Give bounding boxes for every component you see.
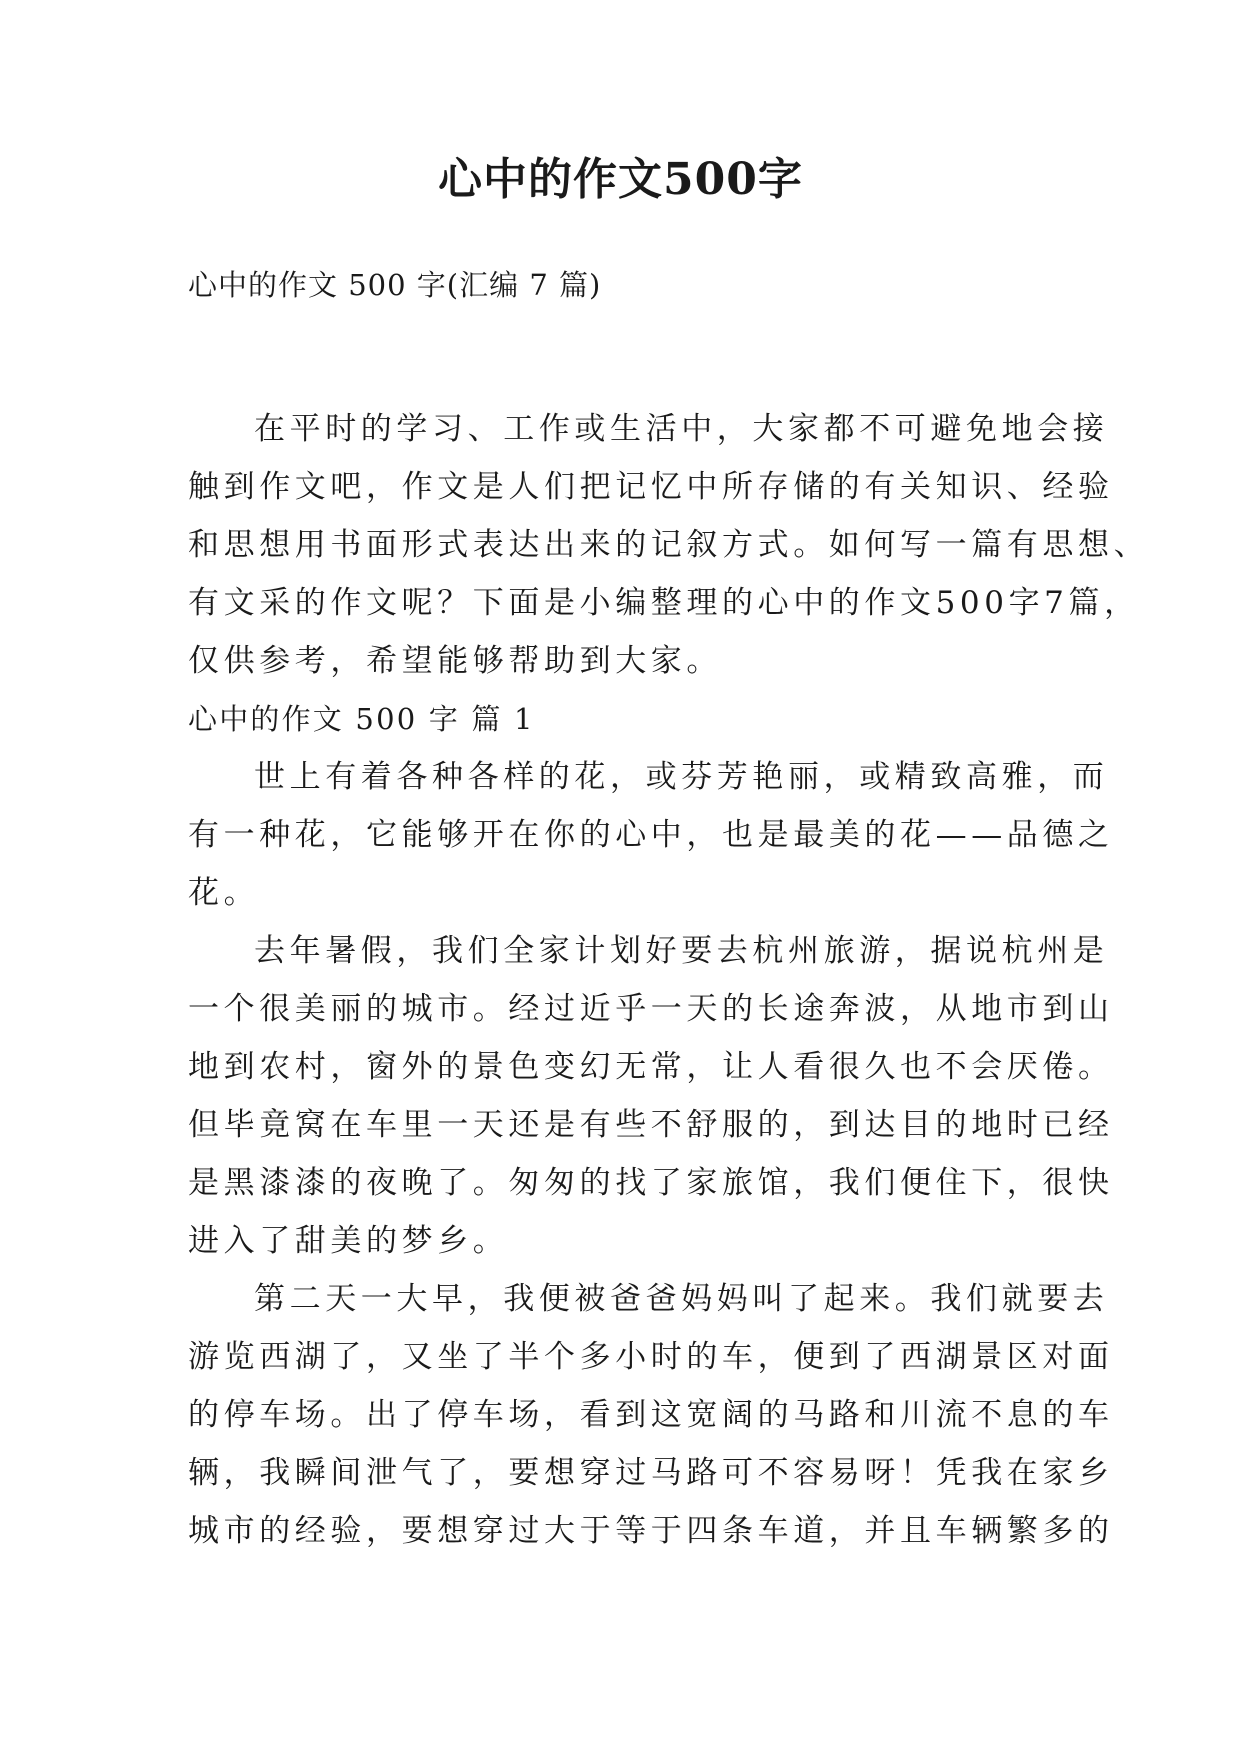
text-line: 有一种花，它能够开在你的心中，也是最美的花——品德之 [188,817,1114,853]
text-line: 花。 [188,875,260,911]
text-line: 和思想用书面形式表达出来的记叙方式。如何写一篇有思想、 [188,527,1150,563]
text-line: 地到农村，窗外的景色变幻无常，让人看很久也不会厌倦。 [188,1049,1114,1085]
text-line: 一个很美丽的城市。经过近乎一天的长途奔波，从地市到山 [188,991,1114,1027]
document-subtitle: 心中的作文 500 字(汇编 7 篇) [188,268,602,302]
text-line: 的停车场。出了停车场，看到这宽阔的马路和川流不息的车 [188,1397,1114,1433]
text-line: 仅供参考，希望能够帮助到大家。 [188,643,722,679]
text-line: 触到作文吧，作文是人们把记忆中所存储的有关知识、经验 [188,469,1114,505]
section-heading: 心中的作文 500 字 篇 1 [188,702,535,736]
text-line: 在平时的学习、工作或生活中，大家都不可避免地会接 [254,411,1109,447]
text-line: 世上有着各种各样的花，或芬芳艳丽，或精致高雅，而 [254,759,1109,795]
text-line: 城市的经验，要想穿过大于等于四条车道，并且车辆繁多的 [188,1513,1114,1549]
text-line: 是黑漆漆的夜晚了。匆匆的找了家旅馆，我们便住下，很快 [188,1165,1114,1201]
text-line: 辆，我瞬间泄气了，要想穿过马路可不容易呀！凭我在家乡 [188,1455,1114,1491]
text-line: 去年暑假，我们全家计划好要去杭州旅游，据说杭州是 [254,933,1109,969]
text-line: 有文采的作文呢？下面是小编整理的心中的作文500字7篇， [188,585,1140,621]
text-line: 游览西湖了，又坐了半个多小时的车，便到了西湖景区对面 [188,1339,1114,1375]
document-body [188,400,1150,1560]
text-line: 第二天一大早，我便被爸爸妈妈叫了起来。我们就要去 [254,1281,1109,1317]
document-title: 心中的作文500字 [438,154,803,205]
text-line: 但毕竟窝在车里一天还是有些不舒服的，到达目的地时已经 [188,1107,1114,1143]
text-line: 进入了甜美的梦乡。 [188,1223,509,1259]
